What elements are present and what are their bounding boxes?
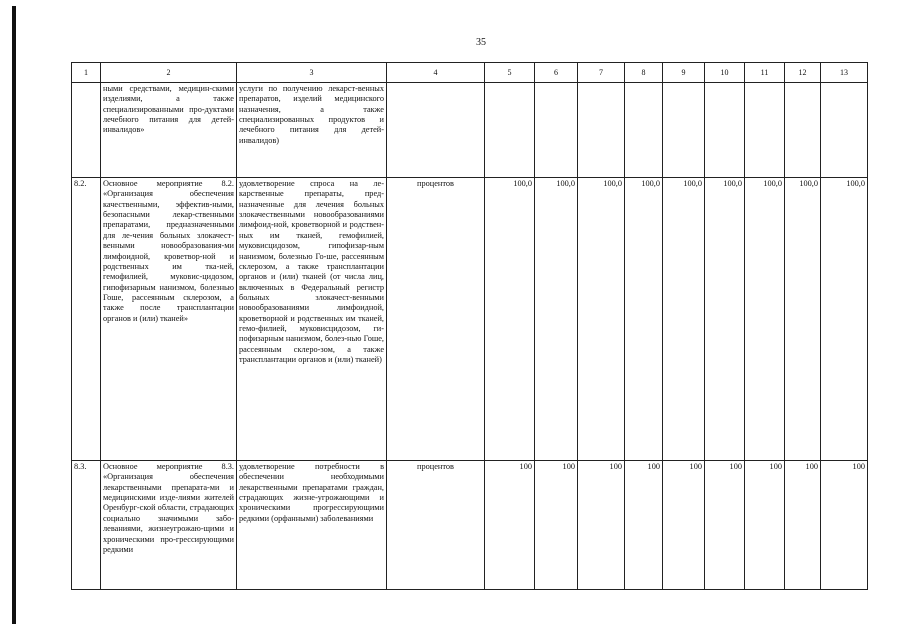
value-cell: 100	[485, 461, 535, 590]
column-number-row	[72, 63, 868, 83]
page-number: 35	[476, 37, 486, 48]
indicator-cell: услуги по получению лекарст-венных препаратов, изделий медицинского назначения, а также специализированных продуктов и лечебного питания для детей-инвалидов)	[237, 83, 387, 178]
column-header: 6	[535, 63, 578, 83]
column-header: 13	[821, 63, 868, 83]
activity-name-cell: ными средствами, медицин-скими изделиями, а также специализированными про-дуктами лечебного питания для детей-инвалидов»	[101, 83, 237, 178]
value-cell	[745, 83, 785, 178]
column-header: 10	[705, 63, 745, 83]
value-cell	[485, 83, 535, 178]
column-header: 12	[785, 63, 821, 83]
indicator-table	[71, 62, 868, 590]
column-header: 5	[485, 63, 535, 83]
value-cell: 100,0	[578, 178, 625, 461]
value-cell: 100	[785, 461, 821, 590]
value-cell: 100,0	[535, 178, 578, 461]
column-header: 11	[745, 63, 785, 83]
value-cell	[785, 83, 821, 178]
table-row-continuation	[72, 83, 868, 178]
value-cell	[705, 83, 745, 178]
indicator-cell: удовлетворение спроса на ле-карственные препараты, пред-назначенные для лечения больных злокачественными новообразованиями лимфоид-ной, кроветворной и родствен-ных им тканей, гемофилией, муковисцидозом, гипофизар-ным нанизмом, болезнью Го-ше, рассеянным склерозом, а также трансплантации органов и (или) тканей (от числа лиц, включенных в Федеральный регистр больных злокачест-венными новообразованиями лимфоидной, кроветворной и родственных им тканей, гемо-филией, муковисцидозом, ги-пофизарным нанизмом, болез-нью Гоше, рассеянным склеро-зом, а также трансплантации органов и (или) тканей)	[237, 178, 387, 461]
value-cell: 100	[578, 461, 625, 590]
column-header: 7	[578, 63, 625, 83]
row-number-cell: 8.3.	[72, 461, 101, 590]
value-cell	[821, 83, 868, 178]
value-cell: 100	[745, 461, 785, 590]
activity-name-cell: Основное мероприятие 8.3. «Организация обеспечения лекарственными препарата-ми и медицинскими изде-лиями жителей Оренбург-ской области, страдающих социально значимыми забо-леваниями, жизнеугрожаю-щими и хроническими про-грессирующими редкими	[101, 461, 237, 590]
value-cell: 100,0	[745, 178, 785, 461]
value-cell: 100	[663, 461, 705, 590]
value-cell: 100,0	[663, 178, 705, 461]
row-number-cell: 8.2.	[72, 178, 101, 461]
column-header: 3	[237, 63, 387, 83]
value-cell: 100,0	[785, 178, 821, 461]
column-header: 4	[387, 63, 485, 83]
unit-cell: процентов	[387, 178, 485, 461]
column-header: 2	[101, 63, 237, 83]
value-cell	[625, 83, 663, 178]
binding-edge-bar	[12, 6, 16, 624]
activity-name-cell: Основное мероприятие 8.2. «Организация обеспечения качественными, эффектив-ными, безопасными лекар-ственными препаратами, предназначенными для ле-чения больных злокачест-венными новообразования-ми лимфоидной, кроветвор-ной и родственных им тка-ней, гемофилией, муковис-цидозом, гипофизарным нанизмом, болезнью Гоше, рассеянным склерозом, а также после трансплантации органов и (или) тканей»	[101, 178, 237, 461]
value-cell: 100,0	[625, 178, 663, 461]
column-header: 9	[663, 63, 705, 83]
value-cell	[663, 83, 705, 178]
value-cell: 100,0	[821, 178, 868, 461]
indicator-cell: удовлетворение потребности в обеспечении необходимыми лекарственными препаратами граждан, страдающих жизне-угрожающими и хроническими прогрессирующими редкими (орфанными) заболеваниями	[237, 461, 387, 590]
unit-cell: процентов	[387, 461, 485, 590]
value-cell: 100	[705, 461, 745, 590]
table-row-8-3	[72, 461, 868, 590]
value-cell	[535, 83, 578, 178]
value-cell: 100	[821, 461, 868, 590]
column-header: 1	[72, 63, 101, 83]
unit-cell	[387, 83, 485, 178]
value-cell: 100	[535, 461, 578, 590]
table-row-8-2	[72, 178, 868, 461]
value-cell: 100,0	[485, 178, 535, 461]
row-number-cell	[72, 83, 101, 178]
value-cell: 100	[625, 461, 663, 590]
value-cell	[578, 83, 625, 178]
value-cell: 100,0	[705, 178, 745, 461]
column-header: 8	[625, 63, 663, 83]
